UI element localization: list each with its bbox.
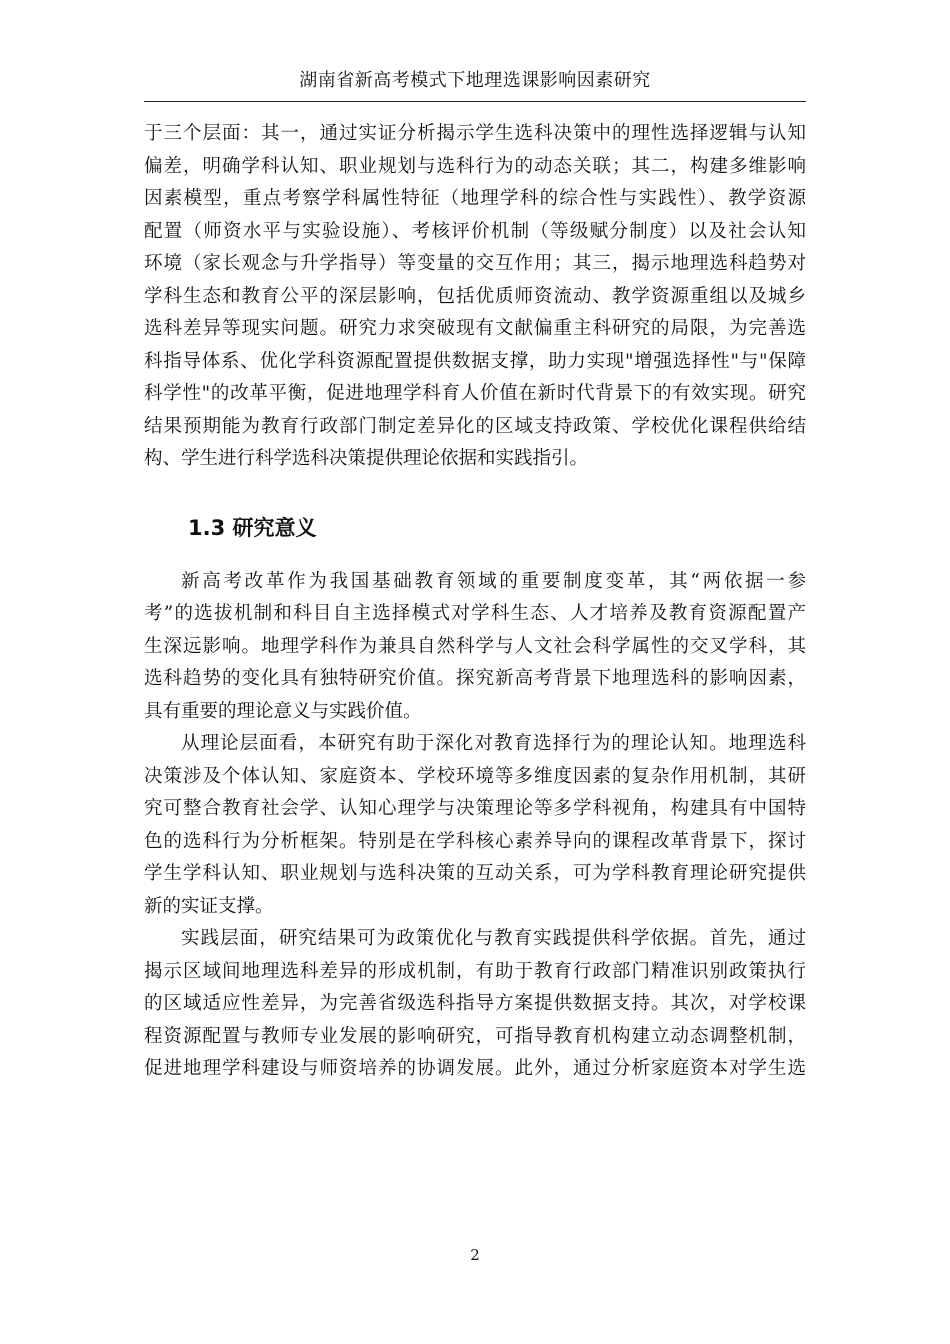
- text-line: 生深远影响。地理学科作为兼具自然科学与人文社会科学属性的交叉学科，其: [144, 635, 806, 657]
- paragraph-theory: [144, 728, 806, 923]
- text-line: 于三个层面：其一，通过实证分析揭示学生选科决策中的理性选择逻辑与认知: [144, 123, 806, 144]
- text-line: 实践层面，研究结果可为政策优化与教育实践提供科学依据。首先，通过: [181, 928, 806, 949]
- text-line: 选科趋势的变化具有独特研究价值。探究新高考背景下地理选科的影响因素，: [144, 668, 806, 689]
- page-number: 2: [470, 1246, 480, 1264]
- text-line: 构、学生进行科学选科决策提供理论依据和实践指引。: [144, 448, 589, 469]
- text-line: 结果预期能为教育行政部门制定差异化的区域支持政策、学校优化课程供给结: [144, 415, 806, 437]
- text-line: 新高考改革作为我国基础教育领域的重要制度变革，其“两依据一参: [181, 570, 806, 592]
- section-heading: 1.3 研究意义: [188, 515, 317, 540]
- text-line: 促进地理学科建设与师资培养的协调发展。此外，通过分析家庭资本对学生选: [144, 1058, 806, 1079]
- text-line: 究可整合教育社会学、认知心理学与决策理论等多学科视角，构建具有中国特: [144, 798, 806, 819]
- text-line: 学科生态和教育公平的深层影响，包括优质师资流动、教学资源重组以及城乡: [144, 285, 806, 307]
- running-header: 湖南省新高考模式下地理选课影响因素研究: [299, 70, 651, 91]
- text-line: 因素模型，重点考察学科属性特征（地理学科的综合性与实践性）、教学资源: [144, 188, 806, 209]
- text-line: 配置（师资水平与实验设施）、考核评价机制（等级赋分制度）以及社会认知: [144, 220, 806, 242]
- text-line: 学生学科认知、职业规划与选科决策的互动关系，可为学科教育理论研究提供: [144, 863, 806, 884]
- text-line: 从理论层面看，本研究有助于深化对教育选择行为的理论认知。地理选科: [181, 733, 806, 754]
- text-line: 科指导体系、优化学科资源配置提供数据支撑，助力实现"增强选择性"与"保障: [144, 350, 806, 372]
- paragraph-practice: [144, 923, 806, 1086]
- text-line: 的区域适应性差异，为完善省级选科指导方案提供数据支持。其次，对学校课: [144, 993, 806, 1014]
- text-line: 选科差异等现实问题。研究力求突破现有文献偏重主科研究的局限，为完善选: [144, 318, 806, 339]
- text-line: 揭示区域间地理选科差异的形成机制，有助于教育行政部门精准识别政策执行: [144, 960, 806, 982]
- paragraph-intro: [144, 566, 806, 729]
- text-line: 偏差，明确学科认知、职业规划与选科行为的动态关联；其二，构建多维影响: [144, 155, 806, 177]
- text-line: 决策涉及个体认知、家庭资本、学校环境等多维度因素的复杂作用机制，其研: [144, 765, 806, 787]
- text-line: 考”的选拔机制和科目自主选择模式对学科生态、人才培养及教育资源配置产: [144, 603, 806, 624]
- text-line: 环境（家长观念与升学指导）等变量的交互作用；其三，揭示地理选科趋势对: [144, 253, 806, 274]
- text-line: 具有重要的理论意义与实践价值。: [144, 700, 422, 722]
- text-line: 程资源配置与教师专业发展的影响研究，可指导教育机构建立动态调整机制，: [144, 1025, 806, 1047]
- text-line: 新的实证支撑。: [144, 895, 274, 917]
- text-line: 科学性"的改革平衡，促进地理学科育人价值在新时代背景下的有效实现。研究: [144, 383, 806, 404]
- page-body: [144, 118, 806, 1086]
- header-rule: [144, 101, 806, 102]
- text-line: 色的选科行为分析框架。特别是在学科核心素养导向的课程改革背景下，探讨: [144, 830, 806, 852]
- paragraph-research-scope: [144, 118, 806, 476]
